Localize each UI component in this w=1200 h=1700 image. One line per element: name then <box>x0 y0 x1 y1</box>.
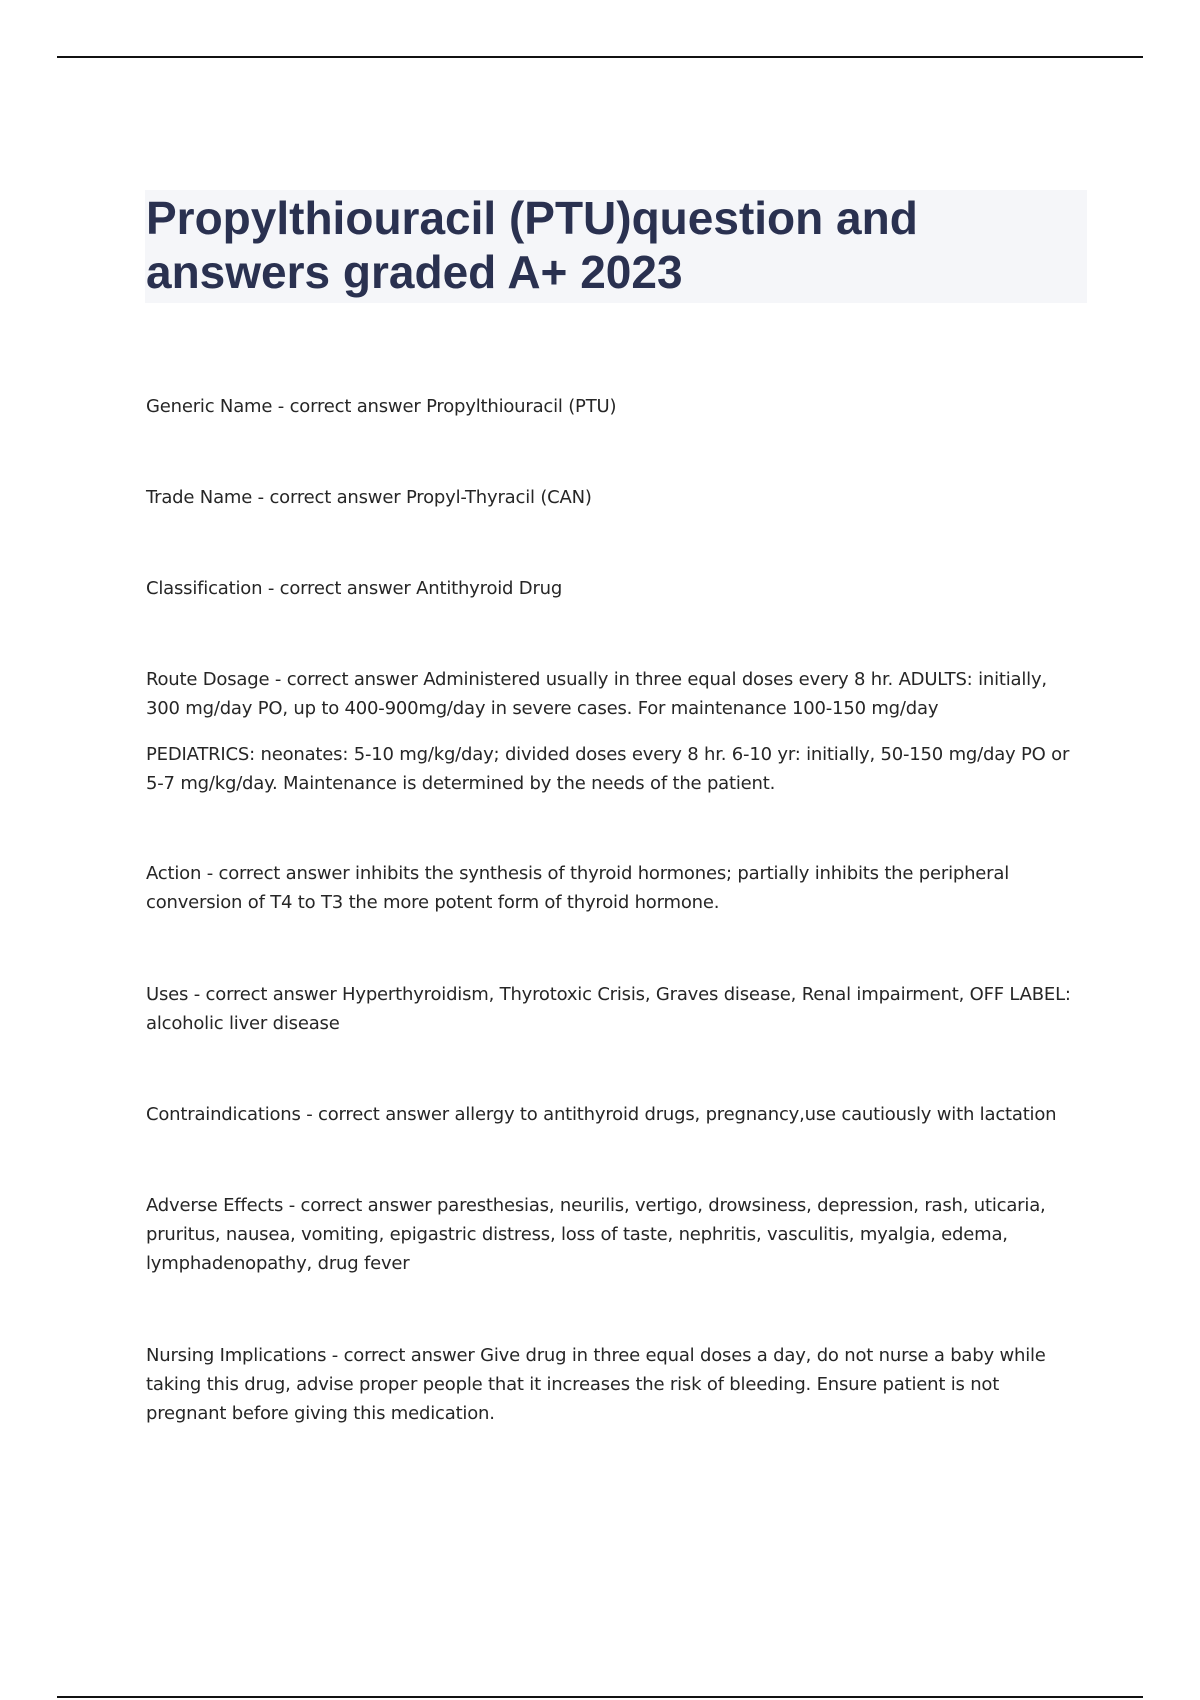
qa-answer: Administered usually in three equal doses every 8 hr. ADULTS: initially, 300 mg/day PO, up to 400-900mg/day in severe cases. For maintenance 100-150 mg/day <box>146 669 1047 719</box>
qa-separator: - correct answer <box>272 396 427 417</box>
qa-term: Nursing Implications <box>146 1345 327 1366</box>
qa-answer: allergy to antithyroid drugs, pregnancy,use cautiously with lactation <box>454 1104 1057 1125</box>
qa-separator: - correct answer <box>269 669 424 690</box>
qa-answer: inhibits the synthesis of thyroid hormones; partially inhibits the peripheral conversion of T4 to T3 the more potent form of thyroid hormone. <box>146 863 1010 913</box>
qa-term: Classification <box>146 578 263 599</box>
qa-term: Route Dosage <box>146 669 270 690</box>
qa-term: Adverse Effects <box>146 1195 284 1216</box>
qa-separator: - correct answer <box>262 578 417 599</box>
qa-answer: Antithyroid Drug <box>416 578 563 599</box>
qa-separator: - correct answer <box>326 1345 481 1366</box>
document-title: Propylthiouracil (PTU)question and answers graded A+ 2023 <box>146 192 918 298</box>
qa-adverse-effects <box>146 1191 1084 1278</box>
qa-answer: Propyl-Thyracil (CAN) <box>405 487 592 508</box>
bottom-rule <box>57 1696 1143 1698</box>
qa-action <box>146 859 1084 917</box>
qa-route-dosage <box>146 665 1084 723</box>
qa-contraindications <box>146 1100 1084 1129</box>
qa-classification <box>146 574 1084 603</box>
qa-separator: - correct answer <box>252 487 406 508</box>
qa-generic-name <box>146 392 1084 421</box>
qa-term: Action <box>146 863 202 884</box>
qa-answer: Hyperthyroidism, Thyrotoxic Crisis, Graves disease, Renal impairment, OFF LABEL: alcoholic liver disease <box>146 984 1071 1034</box>
qa-answer: paresthesias, neurilis, vertigo, drowsiness, depression, rash, uticaria, pruritus, nausea, vomiting, epigastric distress, loss of taste, nephritis, vasculitis, myalgia, edema, lymphadenopathy, drug fever <box>146 1195 1046 1274</box>
qa-term: Contraindications <box>146 1104 301 1125</box>
top-rule <box>57 56 1143 58</box>
qa-separator: - correct answer <box>188 984 343 1005</box>
qa-uses <box>146 980 1084 1038</box>
qa-separator: - correct answer <box>283 1195 438 1216</box>
qa-answer: Propylthiouracil (PTU) <box>426 396 617 417</box>
qa-nursing-implications <box>146 1341 1084 1428</box>
qa-term: Generic Name <box>146 396 273 417</box>
qa-route-dosage-pediatrics: PEDIATRICS: neonates: 5-10 mg/kg/day; divided doses every 8 hr. 6-10 yr: initially, 50-150 mg/day PO or 5-7 mg/kg/day. Maintenance is determined by the needs of the patient. <box>146 744 1070 794</box>
qa-term: Uses <box>146 984 189 1005</box>
qa-separator: - correct answer <box>300 1104 455 1125</box>
qa-trade-name <box>146 483 1084 512</box>
qa-term: Trade Name <box>146 487 253 508</box>
qa-answer: Give drug in three equal doses a day, do not nurse a baby while taking this drug, advise proper people that it increases the risk of bleeding. Ensure patient is not pregnant before giving this medication. <box>146 1345 1046 1424</box>
qa-separator: - correct answer <box>201 863 356 884</box>
